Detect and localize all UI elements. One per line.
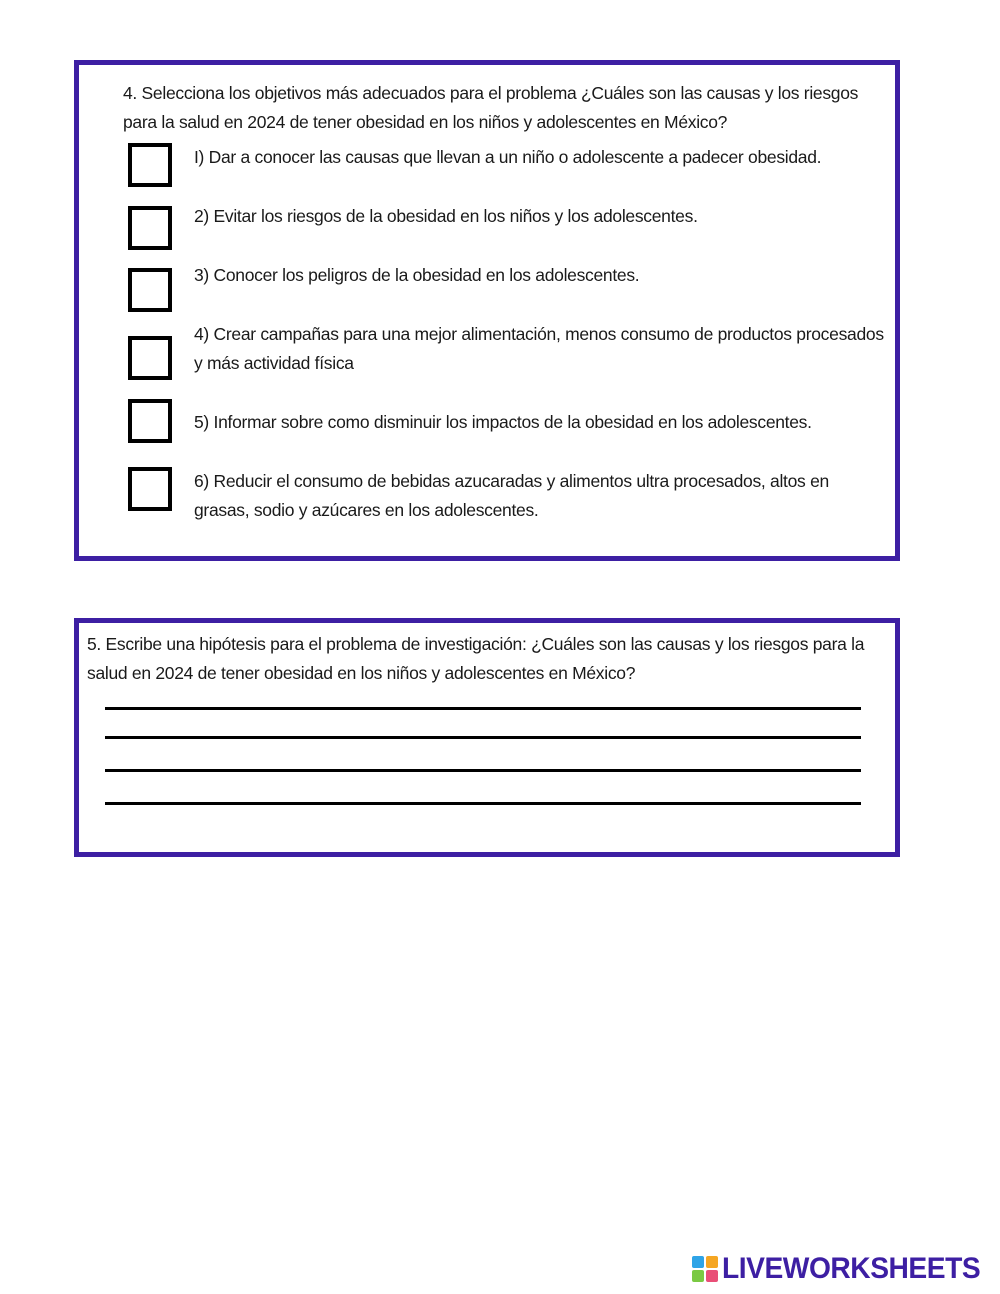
answer-line-2[interactable] [105, 736, 861, 739]
option-4-label: 4) Crear campañas para una mejor alimentación, menos consumo de productos procesados y más actividad física [194, 324, 884, 373]
question-5-prompt: 5. Escribe una hipótesis para el problema de investigación: ¿Cuáles son las causas y los riesgos para la salud en 2024 de tener obesidad en los niños y adolescentes en México? [87, 634, 865, 683]
option-2-checkbox[interactable] [128, 206, 172, 250]
question-5-frame [74, 618, 900, 857]
option-4-checkbox[interactable] [128, 336, 172, 380]
option-1-checkbox[interactable] [128, 143, 172, 187]
option-6-checkbox[interactable] [128, 467, 172, 511]
liveworksheets-logo-icon [692, 1256, 718, 1282]
answer-line-3[interactable] [105, 769, 861, 772]
option-2-label: 2) Evitar los riesgos de la obesidad en los niños y los adolescentes. [194, 206, 698, 226]
option-5-checkbox[interactable] [128, 399, 172, 443]
option-6-label: 6) Reducir el consumo de bebidas azucaradas y alimentos ultra procesados, altos en grasas, sodio y azúcares en los adolescentes. [194, 471, 829, 520]
logo-tile-4 [706, 1270, 718, 1282]
answer-line-1[interactable] [105, 707, 861, 710]
option-5-label: 5) Informar sobre como disminuir los impactos de la obesidad en los adolescentes. [194, 412, 812, 432]
brand-name: LIVEWORKSHEETS [722, 1252, 981, 1285]
question-4-frame [74, 60, 900, 561]
logo-tile-2 [706, 1256, 718, 1268]
option-3-label: 3) Conocer los peligros de la obesidad en los adolescentes. [194, 265, 640, 285]
answer-line-4[interactable] [105, 802, 861, 805]
liveworksheets-brand [692, 1254, 997, 1284]
option-1-label: I) Dar a conocer las causas que llevan a un niño o adolescente a padecer obesidad. [194, 147, 822, 167]
logo-tile-1 [692, 1256, 704, 1268]
question-4-prompt: 4. Selecciona los objetivos más adecuados para el problema ¿Cuáles son las causas y los riesgos para la salud en 2024 de tener obesidad en los niños y adolescentes en México? [123, 83, 859, 132]
option-3-checkbox[interactable] [128, 268, 172, 312]
logo-tile-3 [692, 1270, 704, 1282]
